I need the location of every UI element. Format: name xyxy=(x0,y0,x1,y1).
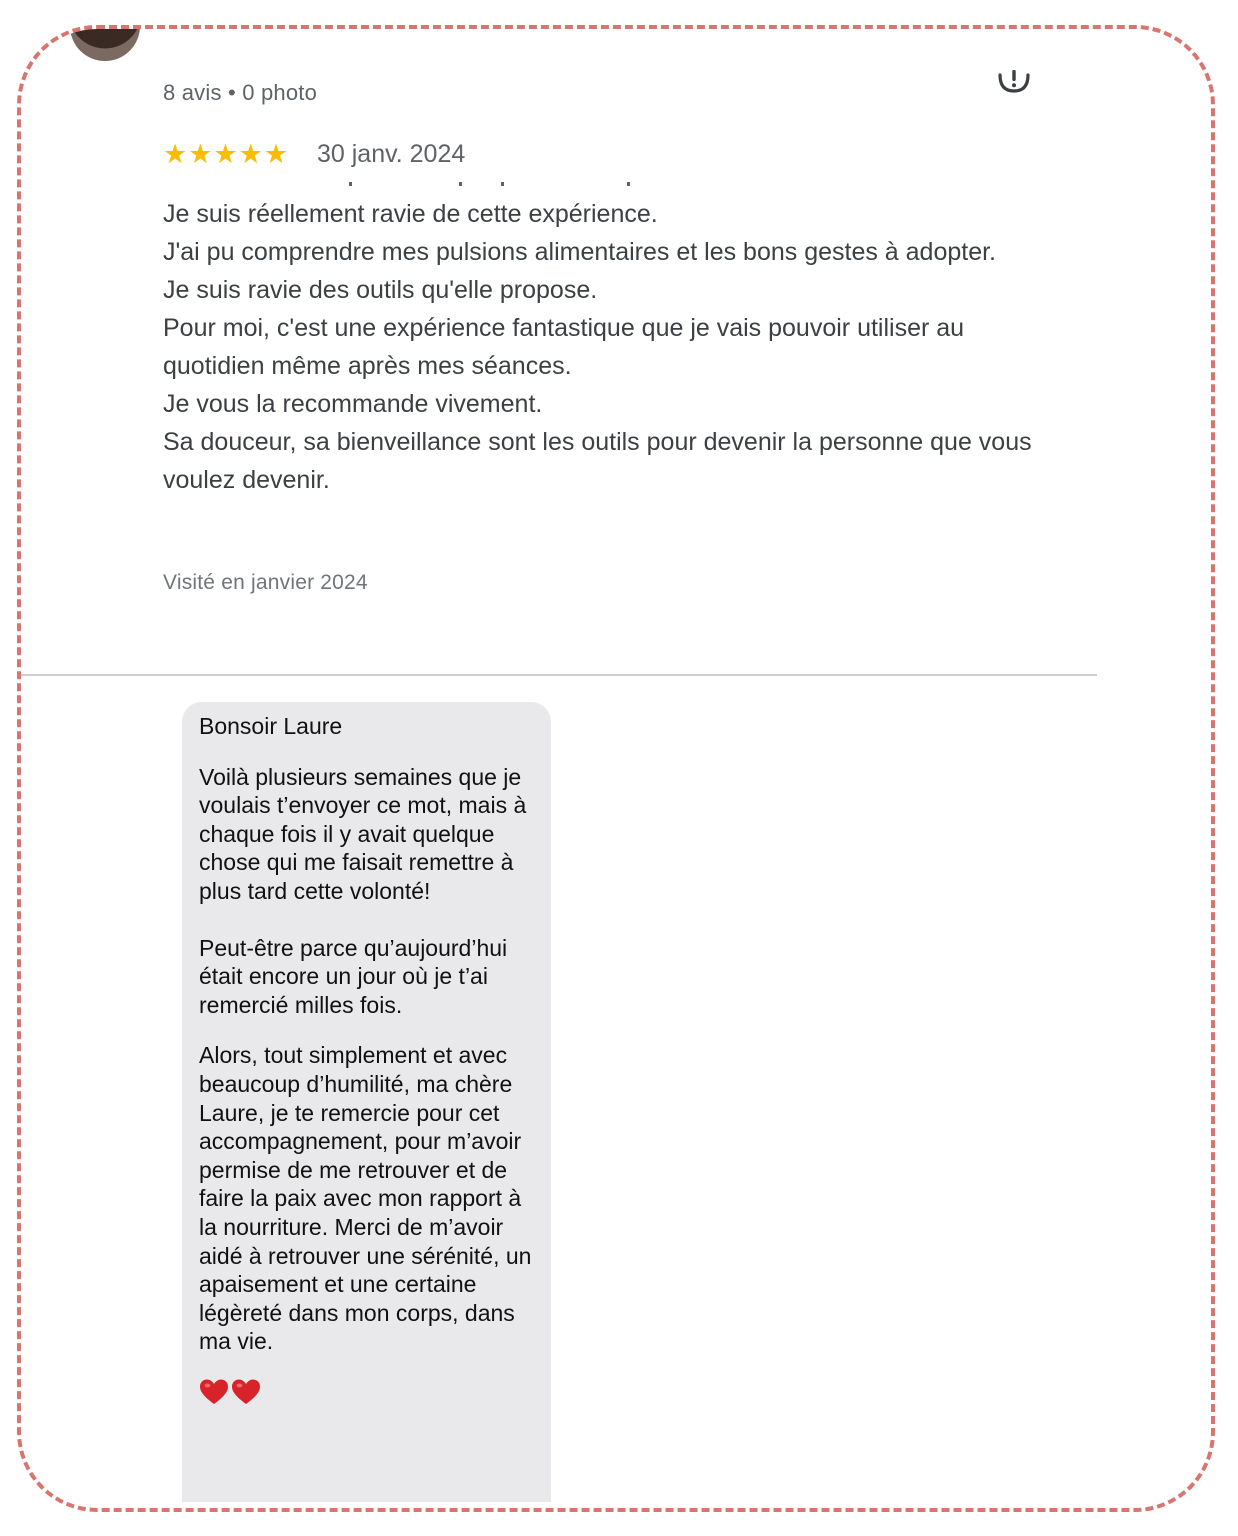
message-paragraph: Voilà plusieurs semaines que je voulais t’envoyer ce mot, mais à chaque fois il y avait quelque chose qui me faisait remettre à plus tard cette volonté! xyxy=(199,763,527,904)
review-date: 30 janv. 2024 xyxy=(317,140,466,168)
review-text xyxy=(163,195,1063,499)
rating-stars: ★★★★★ xyxy=(163,139,290,169)
heart-emojis xyxy=(199,1378,535,1406)
review-line: Je suis réellement ravie de cette expérience. xyxy=(163,200,658,228)
message-paragraph: Peut-être parce qu’aujourd’hui était encore un jour où je t’ai remercié milles fois. xyxy=(199,934,508,1018)
clipped-text-line xyxy=(163,182,723,192)
message-paragraph: Alors, tout simplement et avec beaucoup d’humilité, ma chère Laure, je te remercie pour cet accompagnement, pour m’avoir permise de me retrouver et de faire la paix avec mon rapport à la nourriture. Merci de m’avoir aidé à retrouver une sérénité, un apaisement et une certaine légèreté dans mon corps, dans ma vie. xyxy=(199,1042,532,1355)
testimonial-frame xyxy=(17,25,1215,1512)
review-line: J'ai pu comprendre mes pulsions alimentaires et les bons gestes à adopter. xyxy=(163,238,997,266)
visit-date: Visité en janvier 2024 xyxy=(163,571,368,594)
review-line: Pour moi, c'est une expérience fantastique que je vais pouvoir utiliser au quotidien même après mes séances. xyxy=(163,314,965,380)
review-line: Sa douceur, sa bienveillance sont les outils pour devenir la personne que vous voulez devenir. xyxy=(163,428,1032,494)
reviewer-avatar[interactable] xyxy=(70,25,140,61)
message-bubble xyxy=(182,702,551,1502)
message-greeting: Bonsoir Laure xyxy=(199,713,343,739)
heart-icon xyxy=(199,1378,229,1406)
review-line: Je vous la recommande vivement. xyxy=(163,390,543,418)
section-divider xyxy=(17,674,1097,676)
reviewer-stats: 8 avis • 0 photo xyxy=(163,80,317,105)
review-line: Je suis ravie des outils qu'elle propose. xyxy=(163,276,598,304)
heart-icon xyxy=(231,1378,261,1406)
report-flag-icon[interactable] xyxy=(997,69,1031,93)
